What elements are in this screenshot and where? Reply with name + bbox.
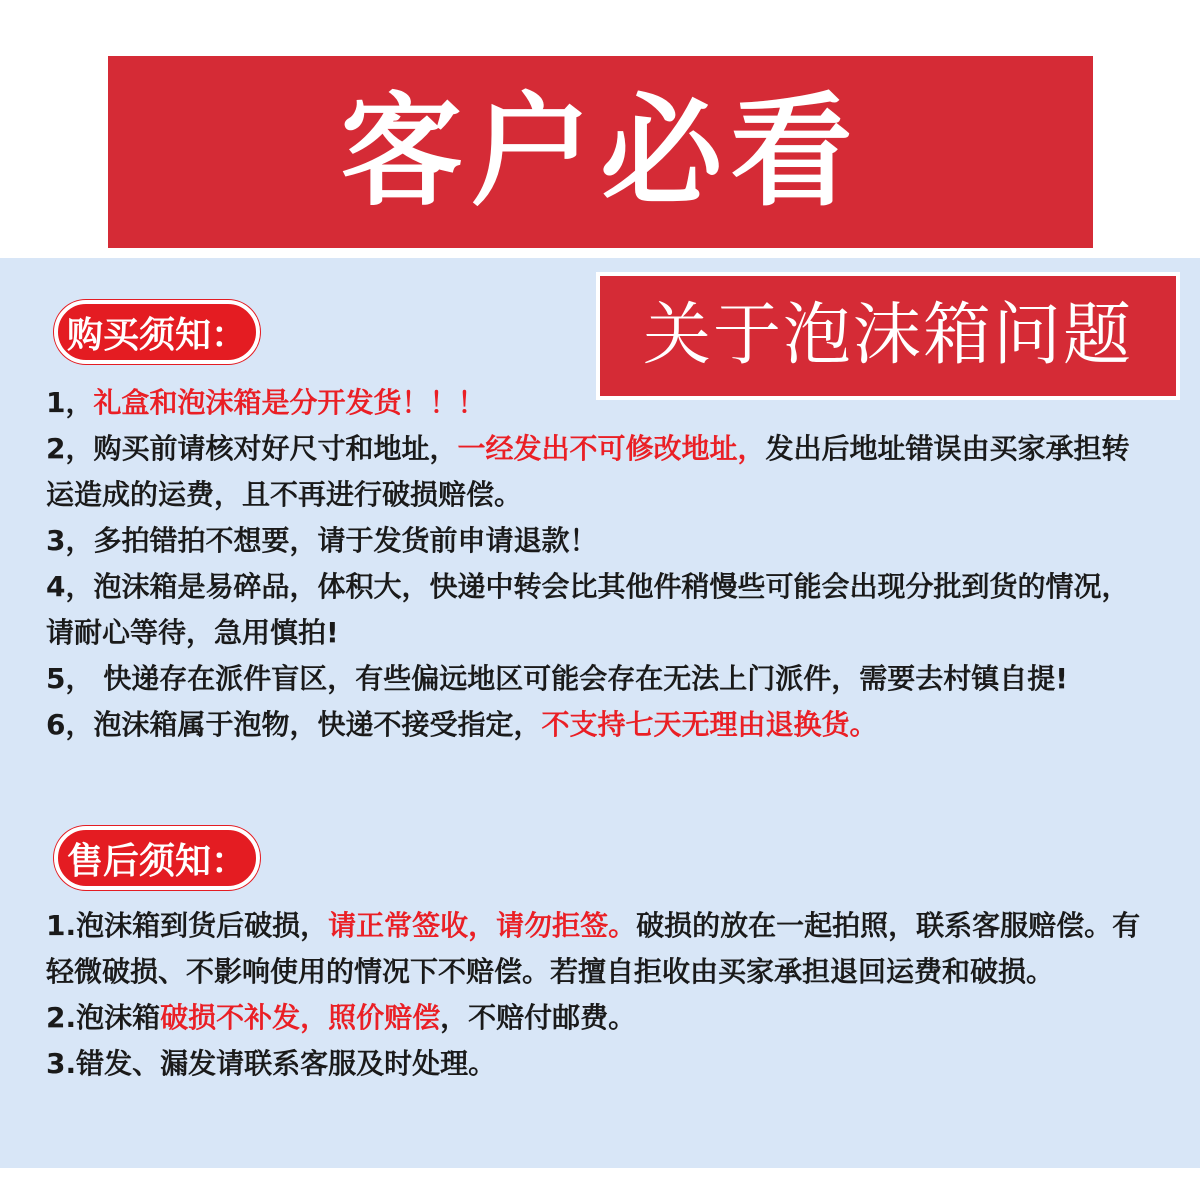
- item-text: 3，多拍错拍不想要，请于发货前申请退款！: [46, 524, 598, 557]
- list-item: [46, 995, 1150, 1041]
- list-item: [46, 656, 1150, 702]
- purchase-notice-heading: 购买须知：: [54, 300, 260, 364]
- list-item: [46, 518, 1150, 564]
- subtitle-text: 关于泡沫箱问题: [642, 296, 1133, 375]
- item-text: 3.错发、漏发请联系客服及时处理。: [46, 1047, 497, 1080]
- list-item: [46, 702, 1150, 748]
- item-highlight: 请正常签收，请勿拒签。: [328, 909, 637, 942]
- item-highlight: 破损不补发，照价赔偿: [160, 1001, 441, 1034]
- item-text: 6，泡沫箱属于泡物，快递不接受指定，: [46, 708, 542, 741]
- item-text: 发出后地址错误由买家承担转运造成的运费，且不再进行破损赔偿。: [46, 432, 1130, 511]
- item-text: 2.泡沫箱: [46, 1001, 161, 1034]
- purchase-notice-list: [46, 380, 1150, 748]
- after-sales-notice-list: [46, 903, 1150, 1087]
- list-item: [46, 426, 1150, 518]
- list-item: [46, 380, 1150, 426]
- item-highlight: 礼盒和泡沫箱是分开发货！！！: [93, 386, 486, 419]
- list-item: [46, 1041, 1150, 1087]
- item-text: 2，购买前请核对好尺寸和地址，: [46, 432, 458, 465]
- page-title: 客户必看: [340, 81, 861, 223]
- after-sales-notice-heading: 售后须知：: [54, 826, 260, 890]
- item-highlight: 一经发出不可修改地址，: [457, 432, 766, 465]
- item-text: 破损的放在一起拍照，联系客服赔偿。有轻微破损、不影响使用的情况下不赔偿。若擅自拒收由买家承担退回运费和破损。: [46, 909, 1141, 988]
- item-text: ，不赔付邮费。: [440, 1001, 637, 1034]
- title-banner: [108, 56, 1093, 248]
- item-text: 5， 快递存在派件盲区，有些偏远地区可能会存在无法上门派件，需要去村镇自提!: [46, 662, 1069, 695]
- item-highlight: 不支持七天无理由退换货。: [541, 708, 878, 741]
- list-item: [46, 903, 1150, 995]
- list-item: [46, 564, 1150, 656]
- item-text: 1，: [46, 386, 94, 419]
- item-text: 4，泡沫箱是易碎品，体积大，快递中转会比其他件稍慢些可能会出现分批到货的情况，请耐心等待，急用慎拍!: [46, 570, 1130, 649]
- item-text: 1.泡沫箱到货后破损，: [46, 909, 329, 942]
